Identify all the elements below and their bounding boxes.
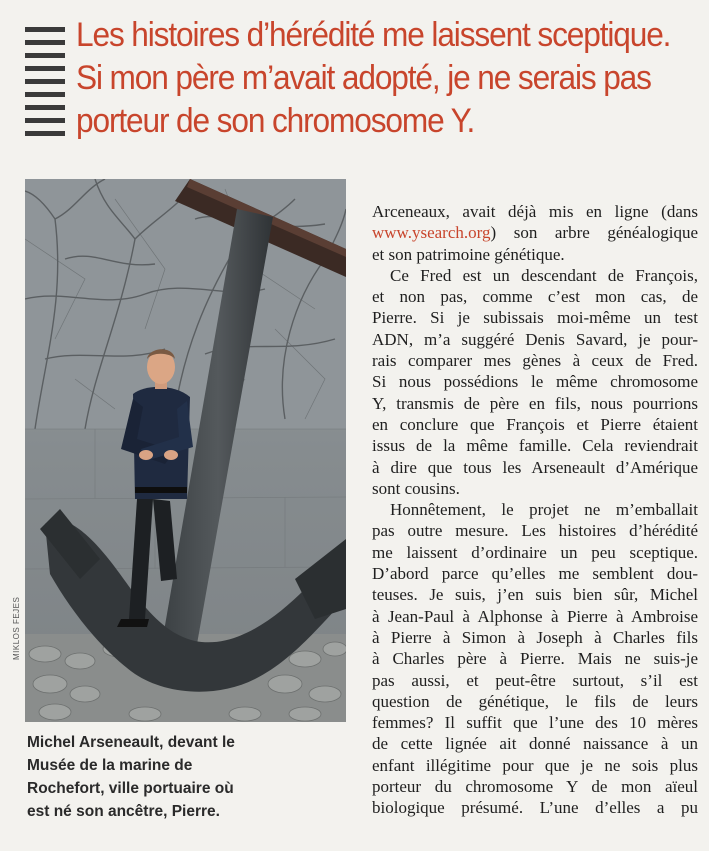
article-line: Pierre. Si je subissais moi-même un test bbox=[372, 308, 698, 328]
article-line: en conclure que François et Pierre étaient bbox=[372, 414, 698, 434]
article-line: Arceneaux, avait déjà mis en ligne (dans bbox=[372, 202, 698, 221]
ysearch-link[interactable]: www.ysearch.org bbox=[372, 223, 491, 243]
article-line: enfant illégitime pour que je ne sois plus bbox=[372, 755, 698, 775]
article-line: Si nous possédions le même chromosome bbox=[372, 372, 698, 392]
photo-illustration bbox=[25, 179, 346, 722]
pullquote bbox=[76, 14, 671, 143]
article-line: et son patrimoine génétique. bbox=[372, 244, 565, 264]
article-line: teuses. Je suis, j’en suis bien sûr, Michel bbox=[372, 585, 698, 605]
caption-line: Michel Arseneault, devant le bbox=[27, 734, 235, 751]
article-body bbox=[372, 201, 698, 819]
article-line: pas outre mesure. Les histoires d’hérédité bbox=[372, 521, 698, 541]
caption-line: Musée de la marine de bbox=[27, 757, 193, 774]
article-line: sont cousins. bbox=[372, 478, 460, 498]
pullquote-line: Les histoires d’hérédité me laissent sceptique. bbox=[76, 16, 671, 54]
article-line: biologique présumé. L’une d’elles a pu bbox=[372, 798, 698, 818]
article-line: D’abord parce qu’elles me semblent dou- bbox=[372, 564, 698, 584]
article-line: rais comparer mes gènes à ceux de Fred. bbox=[372, 351, 698, 371]
article-line: à Charles père à Pierre. Mais ne suis-je bbox=[372, 649, 698, 669]
article-line: pas aussi, et peut-être surtout, s’il est bbox=[372, 670, 698, 690]
photo-caption bbox=[27, 731, 347, 823]
photo-credit: MIKLOS FEJES bbox=[12, 596, 21, 660]
article-line bbox=[372, 222, 698, 243]
article-line: porteur du chromosome Y de mon aïeul bbox=[372, 777, 698, 797]
article-line: femmes? Il suffit que l’une des 10 mères bbox=[372, 713, 698, 733]
article-line: issus de la même famille. Cela reviendrait bbox=[372, 436, 698, 456]
article-line: me laissent d’ordinaire un peu sceptique. bbox=[372, 542, 698, 562]
article-line: ADN, m’a suggéré Denis Savard, je pour- bbox=[372, 329, 698, 349]
article-line: et non pas, comme c’est mon cas, de bbox=[372, 287, 698, 307]
article-line: à dire que tous les Arseneault d’Amérique bbox=[372, 457, 698, 477]
photo-anchor-man bbox=[25, 179, 346, 722]
article-line: à Pierre à Simon à Joseph à Charles fils bbox=[372, 627, 698, 647]
article-line: Honnêtement, le projet ne m’emballait bbox=[390, 500, 698, 520]
article-text: ) son arbre généalogique bbox=[490, 223, 698, 243]
article-line: Ce Fred est un descendant de François, bbox=[390, 265, 698, 285]
pullquote-bars-icon bbox=[25, 27, 65, 144]
pullquote-line: Si mon père m’avait adopté, je ne serais pas bbox=[76, 59, 651, 97]
caption-line: Rochefort, ville portuaire où bbox=[27, 780, 234, 797]
article-line: Y, transmis de père en fils, nous pourrions bbox=[372, 393, 698, 413]
article-line: à Jean-Paul à Alphonse à Pierre à Ambroise bbox=[372, 606, 698, 626]
pullquote-line: porteur de son chromosome Y. bbox=[76, 102, 475, 140]
article-line: question de génétique, le fils de leurs bbox=[372, 691, 698, 711]
caption-line: est né son ancêtre, Pierre. bbox=[27, 803, 220, 820]
article-line: de cette lignée ait donné naissance à un bbox=[372, 734, 698, 754]
